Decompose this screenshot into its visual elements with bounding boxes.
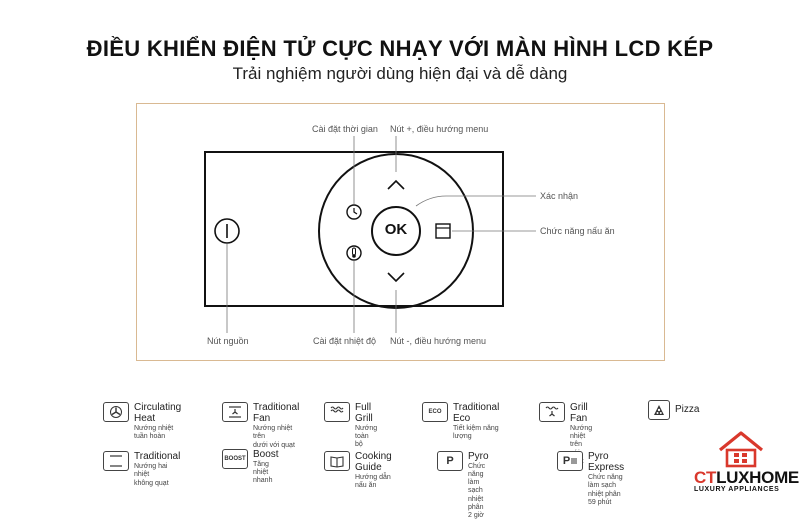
power-icon: [215, 219, 239, 243]
legend-name: Traditional: [134, 451, 181, 462]
legend-item-traditional-fan: [222, 402, 299, 450]
legend-name: Traditional Eco: [453, 402, 500, 424]
fan-icon: [103, 402, 129, 422]
boost-icon: BOOST: [222, 449, 248, 469]
top-bottom-fan-icon: [222, 402, 248, 422]
legend-desc: dưới với quạt: [253, 442, 295, 449]
page-subtitle: Trải nghiệm người dùng hiện đại và dễ dàng: [232, 64, 568, 83]
brand-tagline: LUXURY APPLIANCES: [694, 486, 780, 493]
legend-name: Circulating Heat: [134, 402, 182, 424]
legend-item-pizza: [648, 400, 699, 420]
callout-cooking-function: Chức năng nấu ăn: [540, 226, 615, 236]
house-logo-icon: [688, 430, 794, 470]
legend-desc: Tăng nhiệt nhanh: [253, 461, 273, 484]
grill-fan-icon: [539, 402, 565, 422]
callout-minus-nav: Nút -, điều hướng menu: [390, 336, 486, 346]
callout-temp-setting: Cài đặt nhiệt độ: [313, 336, 377, 346]
legend-desc: nhiệt phân 2 giờ: [468, 496, 484, 519]
legend-item-full-grill: [324, 402, 377, 449]
legend-desc: Nướng toàn bộ: [355, 425, 378, 448]
legend-item-pyro-express: [557, 451, 624, 507]
legend-desc: Tiết kiệm năng lượng: [453, 425, 499, 440]
legend-desc: nhiệt phân 59 phút: [588, 491, 621, 506]
pizza-icon: [648, 400, 670, 420]
page-title: ĐIỀU KHIỂN ĐIỆN TỬ CỰC NHẠY VỚI MÀN HÌNH LCD KÉP: [86, 36, 714, 61]
clock-icon: [347, 205, 361, 219]
book-icon: [324, 451, 350, 471]
legend-name: Boost: [253, 449, 279, 460]
legend-name: Pyro Express: [588, 451, 625, 473]
legend-desc: Nướng nhiệt trên: [253, 425, 293, 440]
brand-logo: [688, 430, 799, 494]
legend-name: Traditional Fan: [253, 402, 300, 424]
legend-name: Pyro: [468, 451, 489, 462]
pyro-express-icon: P: [557, 451, 583, 471]
thermometer-icon: [347, 246, 361, 260]
legend-desc: Chức năng làm sạch: [468, 463, 486, 494]
callout-confirm: Xác nhận: [540, 191, 579, 201]
legend-name: Grill Fan: [570, 402, 588, 424]
legend-desc: Nướng nhiệt trên: [570, 425, 593, 448]
pyro-icon: P: [437, 451, 463, 471]
legend-desc: Hướng dẫn nấu ăn: [355, 474, 391, 489]
legend-name: Full Grill: [355, 402, 373, 424]
legend-item-boost: [222, 449, 279, 485]
callout-time-setting: Cài đặt thời gian: [312, 124, 378, 134]
chevron-up-icon: [388, 181, 404, 189]
top-bottom-heat-icon: [103, 451, 129, 471]
legend-item-circulating-heat: [103, 402, 181, 441]
legend-desc: Nướng hai nhiệt: [134, 463, 168, 478]
full-grill-icon: [324, 402, 350, 422]
legend-desc: Nướng nhiệt tuần hoàn: [134, 425, 174, 440]
legend-name: Pizza: [675, 404, 700, 415]
legend-item-traditional-eco: [422, 402, 499, 441]
chevron-down-icon: [388, 273, 404, 281]
brand-name: CTLUXHOME: [694, 468, 799, 487]
legend-item-pyro: [437, 451, 489, 520]
legend-desc: không quạt: [134, 480, 169, 487]
cooking-function-icon: [436, 224, 450, 238]
callout-power-button: Nút nguồn: [207, 336, 249, 346]
legend-item-cooking-guide: [324, 451, 392, 490]
eco-icon: ECO: [422, 402, 448, 422]
callout-plus-nav: Nút +, điều hướng menu: [390, 124, 489, 134]
legend-item-traditional: [103, 451, 180, 488]
ok-button[interactable]: OK: [384, 221, 408, 238]
legend-desc: Chức năng làm sạch: [588, 474, 623, 489]
legend-name: Cooking Guide: [355, 451, 392, 473]
